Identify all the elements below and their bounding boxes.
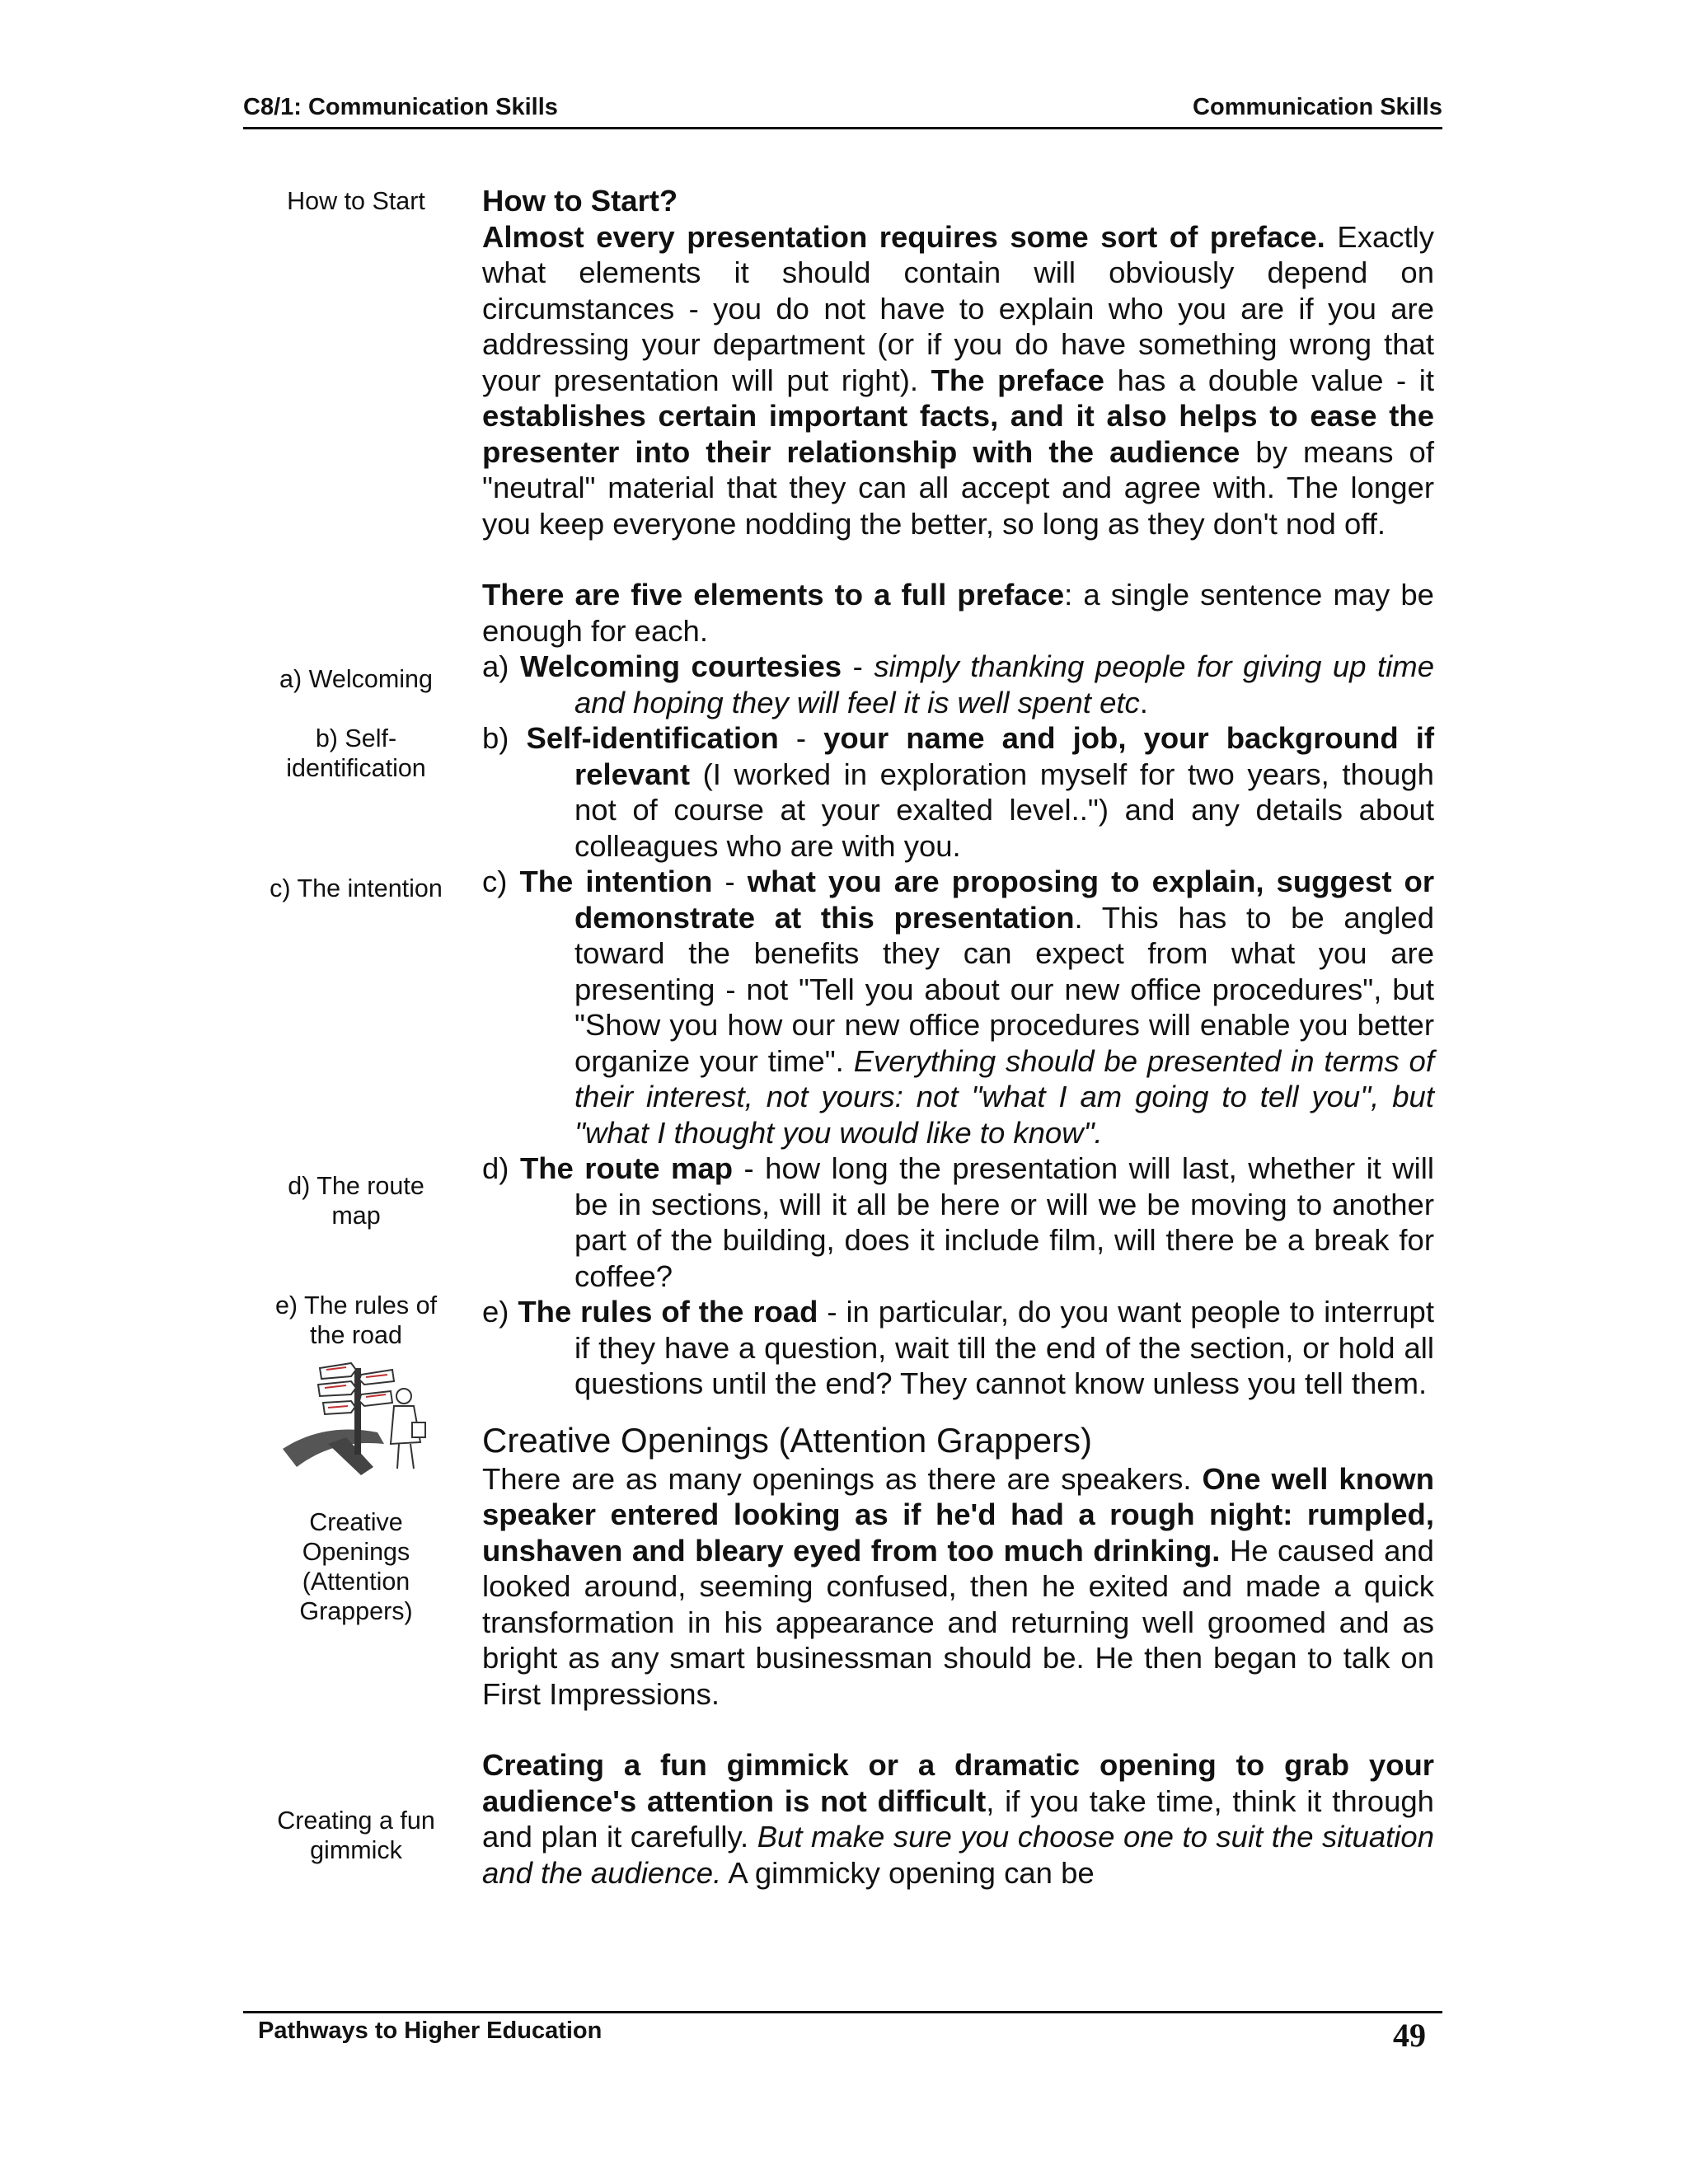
item-prefix: a) (482, 649, 520, 683)
gimmick-italic: But make sure you choose one to suit the situation and the audience. (482, 1820, 1434, 1890)
list-item-route-map (482, 1151, 1434, 1294)
five-elements-bold: There are five elements to a full preface (482, 578, 1065, 612)
spacer (482, 1402, 1434, 1420)
item-title: The route map (519, 1151, 734, 1185)
section-heading-creative-openings: Creative Openings (Attention Grappers) (482, 1420, 1093, 1460)
margin-note-self-identification: b) Self-identification (286, 724, 426, 782)
creative-text-1: There are as many openings as there are speakers. (482, 1461, 1203, 1496)
item-text: (I worked in exploration myself for two years, though not of course at your exalted level..") and any details about colleagues who are with you. (574, 757, 1434, 863)
list-item-self-identification (482, 720, 1434, 864)
margin-note-gimmick: Creating a fun gimmick (277, 1807, 435, 1864)
item-title: The rules of the road (518, 1295, 818, 1329)
section-heading-how-to-start: How to Start? (482, 184, 678, 218)
preface-lead-bold: Almost every presentation requires some sort of preface. (482, 219, 1325, 254)
item-italic: Everything should be presented in terms of their interest, not yours: not "what I am going to tell you", but "what I thought you would like to know". (574, 1043, 1434, 1150)
margin-note-route-map: d) The route map (288, 1172, 424, 1230)
item-title: The intention (519, 865, 713, 898)
footer-rule (243, 2011, 1442, 2013)
preface-text-2: has a double value - it (1104, 363, 1435, 397)
preface-bold-3: establishes certain important facts, and it also helps to ease the presenter into their relationship with the audience (482, 399, 1434, 469)
spacer (482, 541, 1434, 577)
five-elements-text: : a single sentence may be enough for each. (482, 578, 1434, 648)
item-prefix: e) (482, 1295, 518, 1329)
list-item-intention (482, 864, 1434, 1151)
item-title: Welcoming courtesies (519, 649, 842, 683)
item-dash: - (778, 721, 824, 755)
item-dash: - (842, 649, 874, 683)
main-content (482, 183, 1434, 1891)
preface-text-1: Exactly what elements it should contain will obviously depend on circumstances - you do not have to explain who you are if you are addressing your department (or if you do have something wrong that your presentation will put right). (482, 219, 1434, 397)
footer-book-title: Pathways to Higher Education (258, 2018, 603, 2044)
margin-note-intention: c) The intention (270, 874, 443, 902)
gimmick-text-2: A gimmicky opening can be (721, 1855, 1095, 1890)
signpost-icon (279, 1352, 435, 1475)
list-item-rules-of-the-road (482, 1294, 1434, 1402)
creative-openings-paragraph (482, 1461, 1434, 1713)
item-prefix: c) (482, 865, 520, 898)
item-end: . (1139, 685, 1148, 719)
margin-note-creative-openings: Creative Openings (Attention Grappers) (299, 1508, 413, 1625)
header-rule (243, 127, 1442, 129)
item-text: - how long the presentation will last, whether it will be in sections, will it all be here or will we be moving to another part of the building, does it include film, will there be a break for coffee? (574, 1151, 1434, 1293)
five-elements-paragraph (482, 577, 1434, 649)
preface-paragraph (482, 219, 1434, 542)
item-prefix: b) (482, 721, 527, 755)
spacer (482, 1712, 1434, 1747)
item-text: - in particular, do you want people to interrupt if they have a question, wait till the end of the section, or hold all questions until the end? They cannot know unless you tell them. (574, 1295, 1434, 1400)
preface-bold-2: The preface (931, 363, 1104, 397)
margin-note-rules: e) The rules of the road (274, 1291, 438, 1349)
creative-text-2: He caused and looked around, seeming confused, then he exited and made a quick transformation in his appearance and returning well groomed and as bright as any smart businessman should be. He then began to talk on First Impressions. (482, 1533, 1434, 1711)
item-bold: what you are proposing to explain, suggest or demonstrate at this presentation (574, 865, 1435, 935)
header-course-title: C8/1: Communication Skills (243, 94, 558, 120)
gimmick-paragraph (482, 1747, 1434, 1891)
creative-bold: One well known speaker entered looking as if he'd had a rough night: rumpled, unshaven and bleary eyed from too much drinking. (482, 1461, 1434, 1568)
item-title: Self-identification (526, 721, 779, 755)
gimmick-text-1: , if you take time, think it through and plan it carefully. (482, 1783, 1434, 1854)
item-bold: your name and job, your background if relevant (574, 721, 1434, 791)
item-italic: simply thanking people for giving up time and hoping they will feel it is well spent etc (574, 649, 1434, 719)
gimmick-bold: Creating a fun gimmick or a dramatic opening to grab your audience's attention is not difficult (482, 1748, 1434, 1818)
item-dash: - (712, 865, 748, 898)
margin-note-welcoming: a) Welcoming (279, 665, 433, 693)
preface-text-3: by means of "neutral" material that they can all accept and agree with. The longer you keep everyone nodding the better, so long as they don't nod off. (482, 434, 1434, 541)
list-item-welcoming (482, 649, 1434, 720)
margin-note-how-to-start: How to Start (287, 187, 425, 215)
item-text: . This has to be angled toward the benefits they can expect from what you are presenting - not "Tell you about our new office procedures", but "Show you how our new office procedures will enable you better organize your time". (574, 900, 1434, 1078)
page-number: 49 (1393, 2017, 1426, 2054)
item-prefix: d) (482, 1151, 520, 1185)
header-section-title: Communication Skills (1193, 94, 1442, 120)
